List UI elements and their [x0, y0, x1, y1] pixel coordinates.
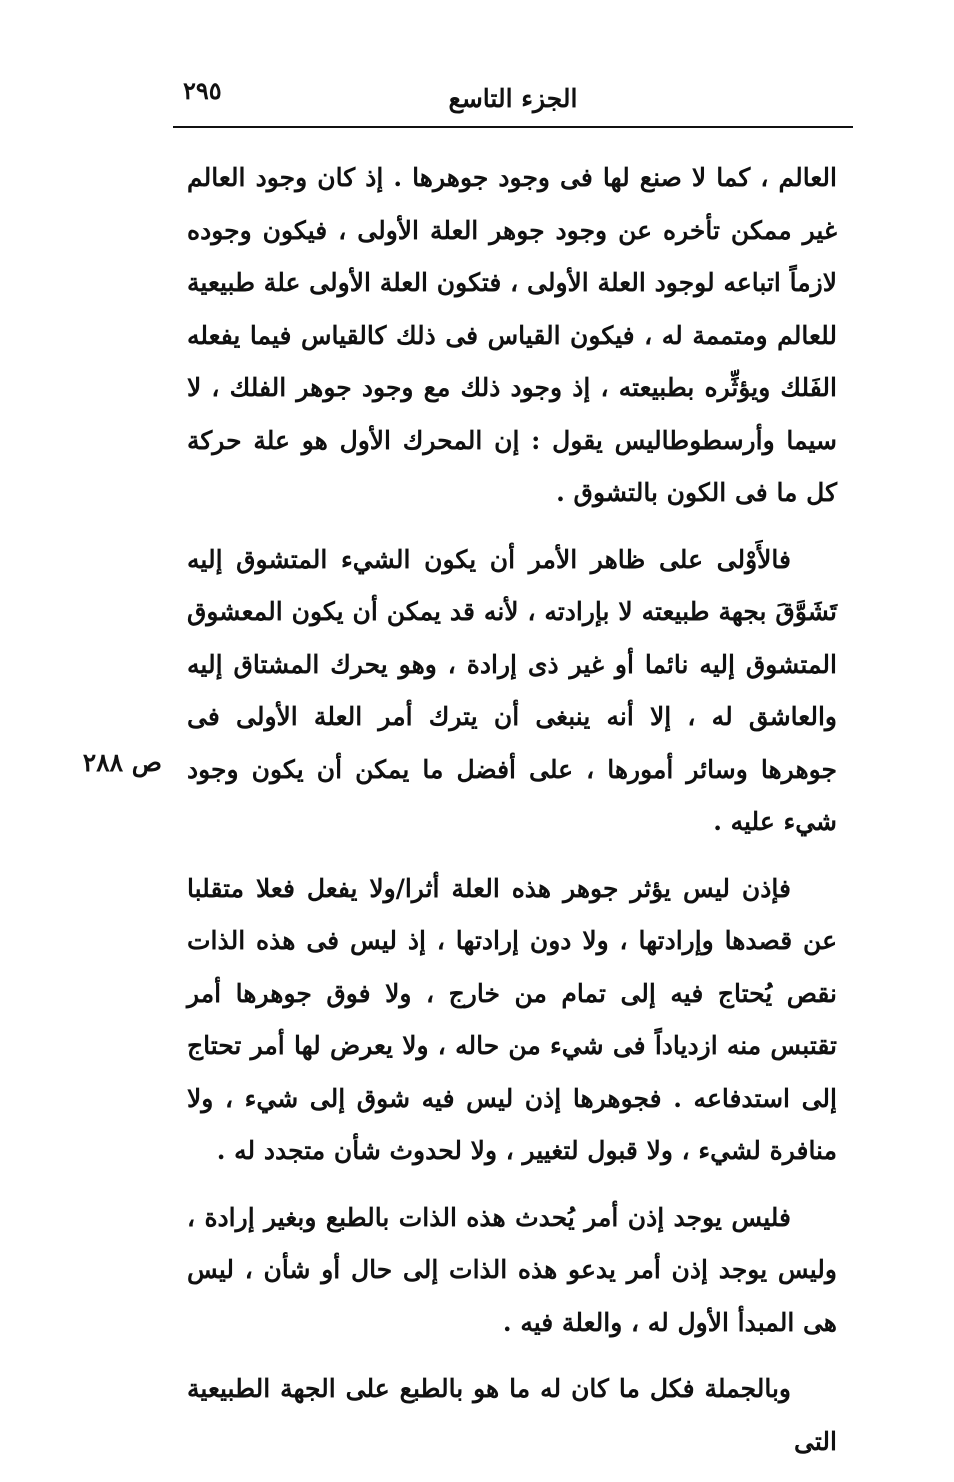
paragraph-4: فليس يوجد إذن أمر يُحدث هذه الذات بالطبع وبغير إرادة ، وليس يوجد إذن أمر يدعو هذه الذات إلى حال أو شأن ، ليس هى المبدأ الأول له ، والعلة فيه .	[187, 1202, 837, 1337]
paragraph-1: العالم ، كما لا صنع لها فى وجود جوهرها . إذ كان وجود العالم غير ممكن تأخره عن وجود جوهر العلة الأولى ، فيكون وجوده لازماً اتباعه لوجود العلة الأولى ، فتكون العلة الأولى علة طبيعية للعالم ومتممة له ، فيكون القياس فى ذلك كالقياس فيما يفعله الفَلك ويؤثِّره بطبيعته ، إذ وجود ذلك مع وجود جوهر الفلك ، لا سيما وأرسطوطاليس يقول : إن المحرك الأول هو علة حركة كل ما فى الكون بالتشوق .	[187, 163, 837, 507]
margin-page-reference: ص ٢٨٨	[82, 748, 162, 777]
running-head: الجزء التاسع	[448, 84, 578, 113]
page-number: ٢٩٥	[183, 76, 222, 105]
paragraph-2: فالأَوْلى على ظاهر الأمر أن يكون الشيء المتشوق إليه تَشَوَّقَ بجهة طبيعته لا بإرادته ، لأنه قد يمكن أن يكون المعشوق المتشوق إليه نائما أو غير ذى إرادة ، وهو يحرك المشتاق إليه والعاشق له ، إلا أنه ينبغى أن يترك أمر العلة الأولى فى جوهرها وسائر أمورها ، على أفضل ما يمكن أن يكون وجود شيء عليه .	[187, 544, 837, 836]
page-header	[173, 70, 853, 128]
paragraph-5: وبالجملة فكل ما كان له ما هو بالطبع على الجهة الطبيعية التى	[187, 1374, 837, 1456]
body-text	[187, 152, 837, 1482]
paragraph-3: فإذن ليس يؤثر جوهر هذه العلة أثرا/ولا يفعل فعلا متقلبا عن قصدها وإرادتها ، ولا دون إرادتها ، إذ ليس فى هذه الذات نقص يُحتاج فيه إلى تمام من خارج ، ولا فوق جوهرها أمر تقتبس منه ازدياداً فى شيء من حاله ، ولا يعرض لها أمر تحتاج إلى استدفاعه . فجوهرها إذن ليس فيه شوق إلى شيء ، ولا منافرة لشيء ، ولا قبول لتغيير ، ولا لحدوث شأن متجدد له .	[187, 873, 837, 1165]
